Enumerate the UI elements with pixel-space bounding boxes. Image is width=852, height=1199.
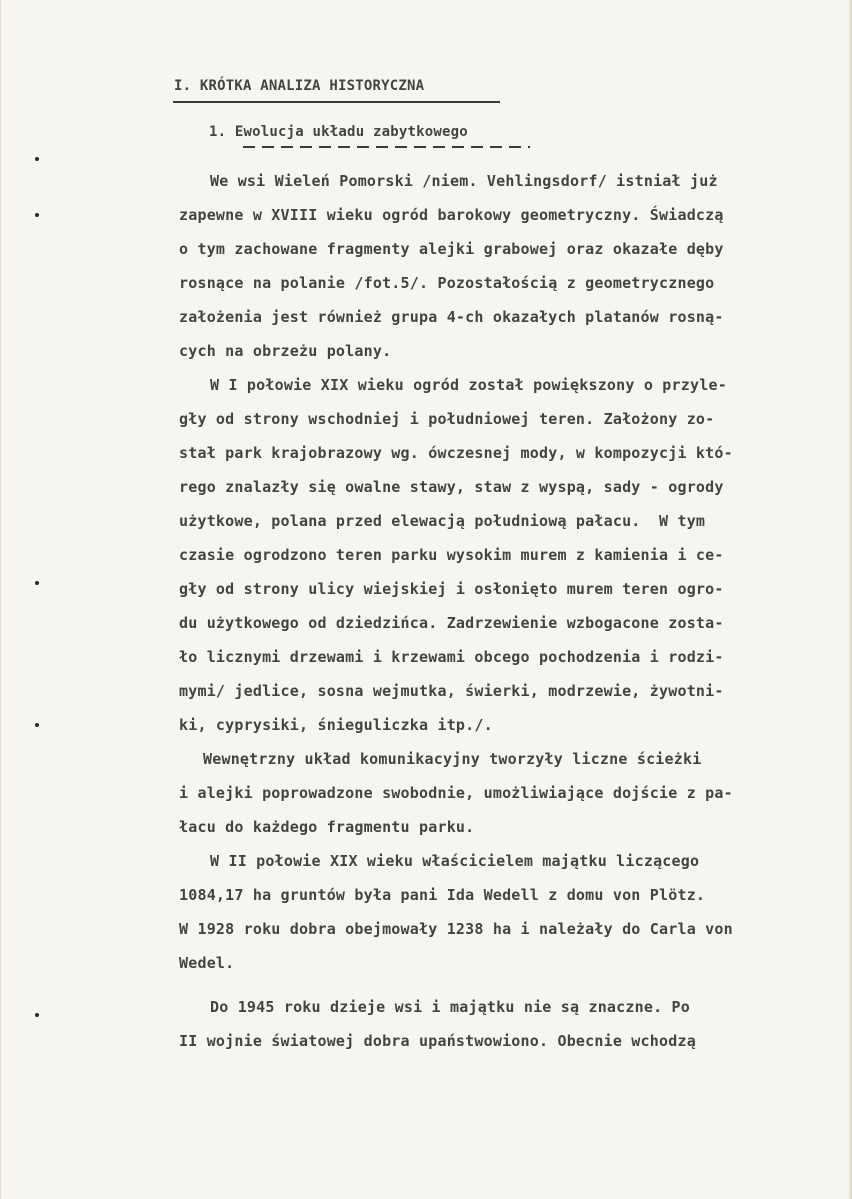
punch-hole-mark <box>35 723 39 727</box>
text-line: W II połowie XIX wieku właścicielem majątku liczącego <box>210 852 700 870</box>
heading-underline <box>173 101 500 103</box>
text-line: W 1928 roku dobra obejmowały 1238 ha i należały do Carla von <box>179 920 733 938</box>
text-line: założenia jest również grupa 4-ch okazałych platanów rosną- <box>179 308 724 326</box>
text-line: rego znalazły się owalne stawy, staw z wyspą, sady - ogrody <box>179 478 724 496</box>
punch-hole-mark <box>35 157 39 161</box>
text-line: zapewne w XVIII wieku ogród barokowy geometryczny. Świadczą <box>179 206 724 224</box>
text-line: ło licznymi drzewami i krzewami obcego pochodzenia i rodzi- <box>179 648 724 666</box>
text-line: Do 1945 roku dzieje wsi i majątku nie są znaczne. Po <box>210 998 690 1016</box>
punch-hole-mark <box>35 1013 39 1017</box>
subheading-dashed-underline <box>243 146 530 148</box>
text-line: Wewnętrzny układ komunikacyjny tworzyły liczne ścieżki <box>203 750 702 768</box>
text-line: cych na obrzeżu polany. <box>179 342 392 360</box>
punch-hole-mark <box>35 213 39 217</box>
text-line: czasie ogrodzono teren parku wysokim murem z kamienia i ce- <box>179 546 724 564</box>
text-line: gły od strony wschodniej i południowej teren. Założony zo- <box>179 410 715 428</box>
text-line: i alejki poprowadzone swobodnie, umożliwiające dojście z pa- <box>179 784 733 802</box>
text-line: Wedel. <box>179 954 235 972</box>
text-line: stał park krajobrazowy wg. ówczesnej mody, w kompozycji któ- <box>179 444 733 462</box>
text-line: rosnące na polanie /fot.5/. Pozostałością z geometrycznego <box>179 274 715 292</box>
text-line: W I połowie XIX wieku ogród został powiększony o przyle- <box>210 376 727 394</box>
text-line: II wojnie światowej dobra upaństwowiono. Obecnie wchodzą <box>179 1032 696 1050</box>
text-line: łacu do każdego fragmentu parku. <box>179 818 475 836</box>
text-line: ki, cyprysiki, śnieguliczka itp./. <box>179 716 493 734</box>
text-line: We wsi Wieleń Pomorski /niem. Vehlingsdorf/ istniał już <box>210 172 718 190</box>
text-line: gły od strony ulicy wiejskiej i osłonięto murem teren ogro- <box>179 580 724 598</box>
subsection-heading: 1. Ewolucja układu zabytkowego <box>209 124 468 140</box>
text-line: mymi/ jedlice, sosna wejmutka, świerki, modrzewie, żywotni- <box>179 682 724 700</box>
section-heading: I. KRÓTKA ANALIZA HISTORYCZNA <box>174 78 425 94</box>
text-line: użytkowe, polana przed elewacją południową pałacu. W tym <box>179 512 706 530</box>
text-line: 1084,17 ha gruntów była pani Ida Wedell z domu von Plötz. <box>179 886 706 904</box>
punch-hole-mark <box>35 581 39 585</box>
text-line: du użytkowego od dziedzińca. Zadrzewienie wzbogacone zosta- <box>179 614 724 632</box>
text-line: o tym zachowane fragmenty alejki grabowej oraz okazałe dęby <box>179 240 724 258</box>
